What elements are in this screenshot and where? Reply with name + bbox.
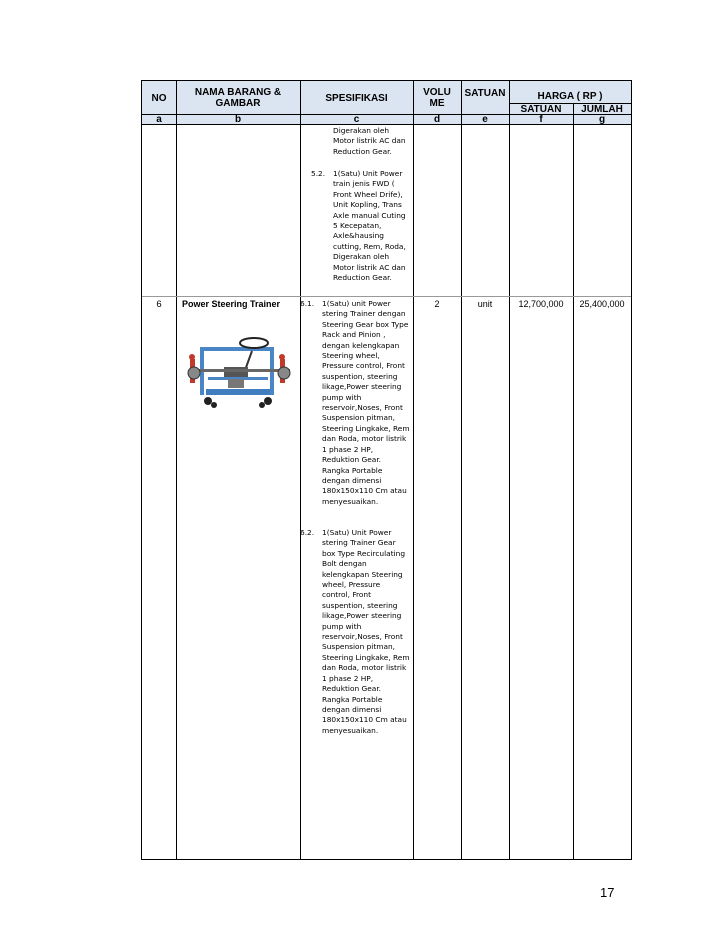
spec-line: likage,Power steering — [322, 611, 402, 621]
header-volume-line1: VOLU — [423, 87, 451, 98]
spec-line: dengan dimensi — [322, 475, 382, 485]
spec-line: Pressure control, Front — [322, 361, 405, 371]
power-steering-trainer-image — [184, 333, 298, 413]
spec-line: cutting, Rem, Roda, — [333, 241, 406, 251]
header-spesifikasi: SPESIFIKASI — [325, 93, 388, 104]
spec-item-number: 5.2. — [311, 169, 326, 178]
spec-line: 1(Satu) Unit Power — [322, 528, 392, 537]
spec-line: Axle manual Cuting — [333, 210, 406, 220]
spec-line: Steering Lingkake, Rem — [322, 423, 410, 433]
row-divider — [142, 296, 631, 297]
spec-line: dan Roda, motor listrik — [322, 434, 407, 444]
spec-line: stering Trainer dengan — [322, 309, 406, 319]
spec-line: pump with — [322, 621, 362, 631]
spec-line: pump with — [322, 392, 362, 402]
letter-row-divider — [142, 124, 631, 125]
spec-line: menyesuaikan. — [322, 496, 379, 506]
spec-line: Unit Kopling, Trans — [333, 200, 402, 210]
spec-line: Motor listrik AC dan — [333, 136, 406, 146]
spec-line: Rack and Pinion , — [322, 330, 386, 340]
header-no: NO — [151, 93, 167, 104]
spec-line: Reduktion Gear. — [322, 684, 382, 694]
spec-line: 1(Satu) Unit Power — [333, 169, 403, 178]
spec-line: 180x150x110 Cm atau — [322, 486, 407, 496]
header-volume-line2: ME — [429, 98, 445, 109]
col-letter-e: e — [482, 114, 488, 125]
harga-satuan-value: 12,700,000 — [518, 299, 564, 309]
spec-line: box Type Recirculating — [322, 548, 406, 558]
spec-line: dengan kelengkapan — [322, 340, 400, 350]
spec-line: Steering wheel, — [322, 351, 380, 361]
spec-item-6-1 — [300, 299, 412, 519]
col-divider — [176, 81, 177, 859]
spec-line: Suspension pitman, — [322, 413, 396, 423]
header-nama-line2: GAMBAR — [215, 98, 261, 109]
spec-line: Reduktion Gear. — [322, 455, 382, 465]
spec-line: kelengkapan Steering — [322, 569, 403, 579]
spec-line: Steering Lingkake, Rem — [322, 652, 410, 662]
col-letter-a: a — [156, 114, 162, 125]
spec-line: 1(Satu) unit Power — [322, 299, 391, 308]
spec-line: 1 phase 2 HP, — [322, 673, 374, 683]
header-harga-satuan: SATUAN — [520, 104, 562, 115]
spec-item-5-2 — [311, 169, 411, 299]
spec-line: likage,Power steering — [322, 382, 402, 392]
page-number: 17 — [600, 885, 615, 900]
satuan-value: unit — [477, 299, 493, 309]
spec-line: Digerakan oleh — [333, 252, 390, 262]
spec-line: stering Trainer Gear — [322, 538, 396, 548]
spec-line: 1 phase 2 HP, — [322, 444, 374, 454]
spec-line: Digerakan oleh — [333, 126, 390, 135]
spec-line: menyesuaikan. — [322, 725, 379, 735]
spec-line: Rangka Portable — [322, 465, 383, 475]
spec-item-text — [322, 528, 410, 736]
header-satuan: SATUAN — [464, 88, 506, 99]
col-letter-c: c — [353, 114, 360, 125]
row-number: 6 — [156, 299, 162, 310]
spec-line: Motor listrik AC dan — [333, 262, 406, 272]
spec-line: Reduction Gear. — [333, 273, 392, 283]
spec-line: Bolt dengan — [322, 559, 367, 569]
col-letter-f: f — [539, 114, 543, 125]
spec-line: 5 Kecepatan, — [333, 221, 382, 231]
spec-line: Steering Gear box Type — [322, 319, 409, 329]
header-harga-jumlah: JUMLAH — [581, 104, 623, 115]
spec-continued — [333, 126, 409, 157]
col-divider — [573, 103, 574, 859]
spec-line: reservoir,Noses, Front — [322, 403, 403, 413]
item-name: Power Steering Trainer — [182, 299, 281, 309]
volume-value: 2 — [434, 299, 440, 309]
spec-line: Reduction Gear. — [333, 146, 392, 156]
spec-line: Rangka Portable — [322, 694, 383, 704]
spec-line: train jenis FWD ( — [333, 179, 395, 189]
spec-line: Front Wheel Drife), — [333, 189, 403, 199]
spec-item-6-2 — [300, 528, 412, 748]
spec-line: control, Front — [322, 590, 372, 600]
spec-line: dengan dimensi — [322, 704, 382, 714]
spec-line: 180x150x110 Cm atau — [322, 715, 407, 725]
spec-line: Suspension pitman, — [322, 642, 396, 652]
jumlah-value: 25,400,000 — [579, 299, 625, 309]
spec-line: reservoir,Noses, Front — [322, 632, 403, 642]
spec-line: dan Roda, motor listrik — [322, 663, 407, 673]
spec-line: Axle&hausing — [333, 231, 384, 241]
col-letter-d: d — [433, 114, 441, 125]
spec-item-text — [333, 169, 409, 283]
spec-line: suspention, steering — [322, 371, 398, 381]
header-nama-line1: NAMA BARANG & — [194, 87, 282, 98]
spec-table — [141, 80, 632, 860]
spec-item-text — [322, 299, 410, 507]
spec-line: suspention, steering — [322, 600, 398, 610]
col-letter-b: b — [234, 114, 242, 125]
col-divider — [509, 81, 510, 859]
col-divider — [413, 81, 414, 859]
spec-line: wheel, Pressure — [322, 580, 381, 590]
spec-item-number: 6.2. — [300, 528, 315, 537]
header-harga: HARGA ( RP ) — [537, 91, 603, 102]
col-divider — [461, 81, 462, 859]
spec-item-number: 6.1. — [300, 299, 315, 308]
col-letter-g: g — [598, 114, 606, 125]
